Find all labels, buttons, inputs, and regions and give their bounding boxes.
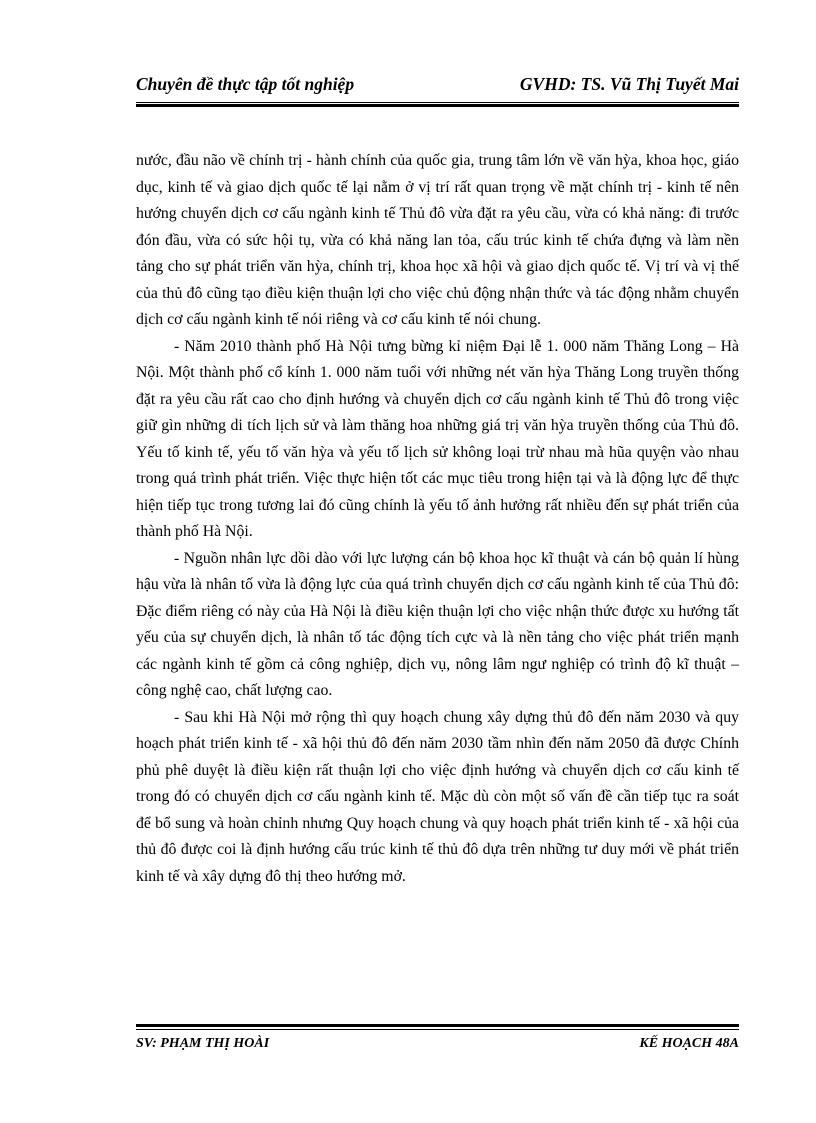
footer-rule-thick [136, 1024, 739, 1027]
paragraph-3: - Nguồn nhân lực dồi dào với lực lượng cán bộ khoa học kĩ thuật và cán bộ quản lí hùng hậu vừa là nhân tố vừa là động lực của quá trình chuyển dịch cơ cấu ngành kinh tế của Thủ đô: Đặc điểm riêng có này của Hà Nội là điều kiện thuận lợi cho việc nhận thức được xu hướng tất yếu của sự chuyển dịch, là nhân tố tác động tích cực và là nền tảng cho việc phát triển mạnh các ngành kinh tế gồm cả công nghiệp, dịch vụ, nông lâm ngư nghiệp có trình độ kĩ thuật – công nghệ cao, chất lượng cao. [136, 549, 739, 699]
paragraph-2: - Năm 2010 thành phố Hà Nội tưng bừng kỉ niệm Đại lễ 1. 000 năm Thăng Long – Hà Nội. Một thành phố cổ kính 1. 000 năm tuổi với những nét văn hỳa Thăng Long truyền thống đặt ra yêu cầu rất cao cho định hướng và chuyển dịch cơ cấu ngành kinh tế Thủ đô trong việc giữ gìn những di tích lịch sử và làm thăng hoa những giá trị văn hỳa truyền thống của Thủ đô. Yếu tố kinh tế, yếu tố văn hỳa và yếu tố lịch sử không loại trừ nhau mà hũa quyện vào nhau trong quá trình phát triển. Việc thực hiện tốt các mục tiêu trong hiện tại và là động lực để thực hiện tiếp tục trong tương lai đó cũng chính là yếu tố ảnh hưởng rất nhiều đến sự phát triển của thành phố Hà Nội. [136, 337, 739, 540]
header-rule-thin [136, 102, 739, 103]
footer-rule-thin [136, 1029, 739, 1030]
page-footer [136, 1034, 739, 1058]
footer-class: KẾ HOẠCH 48A [639, 1036, 739, 1051]
page-header [136, 68, 739, 100]
header-advisor: GVHD: TS. Vũ Thị Tuyết Mai [519, 74, 739, 94]
header-rule-thick [136, 104, 739, 107]
paragraph-4: - Sau khi Hà Nội mở rộng thì quy hoạch chung xây dựng thủ đô đến năm 2030 và quy hoạch phát triển kinh tế - xã hội thủ đô đến năm 2030 tầm nhìn đến năm 2050 đã được Chính phủ phê duyệt là điều kiện rất thuận lợi cho việc định hướng và chuyển dịch cơ cấu kinh tế trong đó có chuyển dịch cơ cấu ngành kinh tế. Mặc dù còn một số vấn đề cần tiếp tục ra soát để bổ sung và hoàn chỉnh nhưng Quy hoạch chung và quy hoạch phát triển kinh tế - xã hội của thủ đô được coi là định hướng cấu trúc kinh tế thủ đô dựa trên những tư duy mới về phát triển kinh tế và xây dựng đô thị theo hướng mở. [136, 708, 739, 885]
footer-student: SV: PHẠM THỊ HOÀI [136, 1036, 270, 1051]
body-text [136, 148, 739, 890]
header-title: Chuyên đề thực tập tốt nghiệp [136, 74, 355, 94]
paragraph-1: nước, đầu não về chính trị - hành chính của quốc gia, trung tâm lớn về văn hỳa, khoa học, giáo dục, kinh tế và giao dịch quốc tế lại nằm ở vị trí rất quan trọng về mặt chính trị - kinh tế nên hướng chuyển dịch cơ cấu ngành kinh tế Thủ đô vừa đặt ra yêu cầu, vừa có khả năng: đi trước đón đầu, vừa có sức hội tụ, vừa có khả năng lan tỏa, cấu trúc kinh tế chứa đựng và làm nền tảng cho sự phát triển văn hỳa, chính trị, khoa học xã hội và giao dịch quốc tế. Vị trí và vị thế của thủ đô cũng tạo điều kiện thuận lợi cho việc chủ động nhận thức và tác động nhằm chuyển dịch cơ cấu ngành kinh tế nói riêng và cơ cấu kinh tế nói chung. [136, 152, 739, 328]
